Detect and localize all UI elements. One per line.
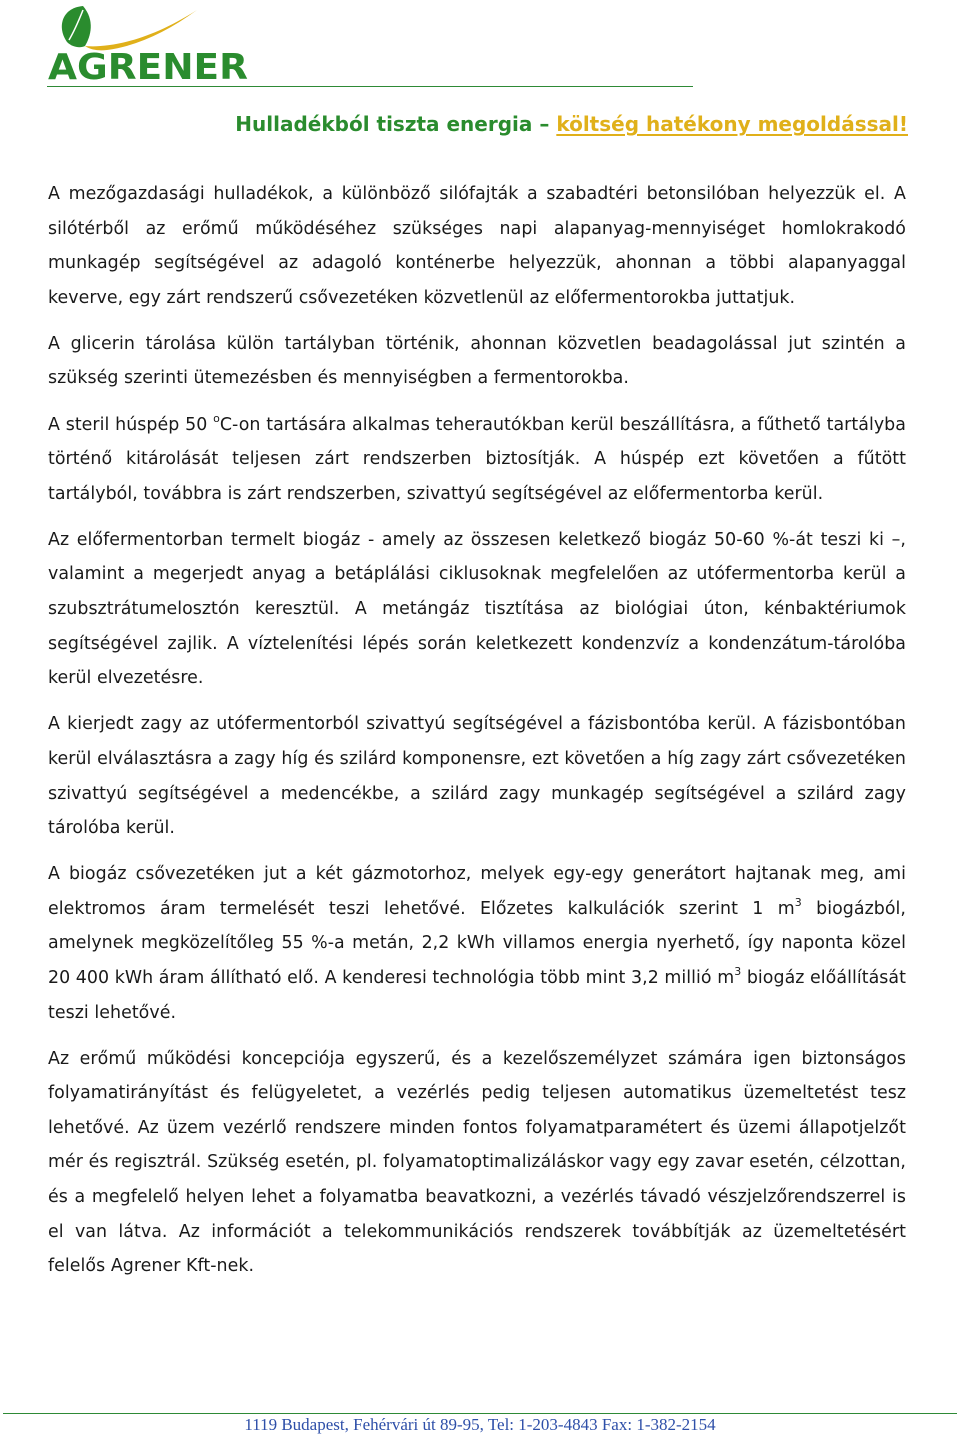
paragraph-7: Az erőmű működési koncepciója egyszerű, és a kezelőszemélyzet számára igen biztonságos folyamatirányítást és felügyeletet, a vezérlés pedig teljesen automatikus üzemeltetést tesz lehetővé. Az üzem vezérlő rendszere minden fontos folyamatparamétert és üzemi állapotjelzőt mér és regisztrál. Szükség esetén, pl. folyamatoptimalizáláskor vagy egy zavar esetén, célzottan, és a megfelelő helyen lehet a folyamatba beavatkozni, a vezérlés távadó vészjelzőrendszerrel is el van látva. Az információt a telekommunikációs rendszerek továbbítják az üzemeltetésért felelős Agrener Kft-nek. — [48, 1048, 906, 1277]
logo-graphic — [47, 2, 257, 84]
paragraph-6-text-c: biogáz előállítását teszi lehetővé. — [48, 967, 906, 1023]
tagline — [0, 111, 908, 137]
paragraph-6 — [48, 857, 906, 1030]
paragraph-1: A mezőgazdasági hulladékok, a különböző silófajták a szabadtéri betonsilóban helyezzük el. A silótérből az erőmű működéséhez szükséges napi alapanyag-mennyiséget homlokrakodó munkagép segítségével az adagoló konténerbe helyezzük, ahonnan a többi alapanyaggal keverve, egy zárt rendszerű csővezetéken közvetlenül az előfermentorokba juttatjuk. — [48, 184, 906, 308]
paragraph-5: A kierjedt zagy az utófermentorból szivattyú segítségével a fázisbontóba kerül. A fázisbontóban kerül elválasztásra a zagy híg és szilárd komponensre, ezt követően a híg zagy zárt csővezetéken szivattyú segítségével a medencékbe, a szilárd zagy munkagép segítségével a szilárd zagy tárolóba kerül. — [48, 714, 906, 839]
paragraph-3-text-a: A steril húspép 50 — [48, 414, 214, 435]
agrener-logo — [47, 2, 257, 84]
paragraph-6-text-a: A biogáz csővezetéken jut a két gázmotorhoz, melyek egy-egy generátort hajtanak meg, ami elektromos áram termelését teszi lehetővé. Előzetes kalkulációk szerint 1 m — [48, 864, 906, 919]
paragraph-3-text-b: C-on tartására alkalmas teherautókban kerül beszállításra, a fűthető tartályba történő kitárolását teljesen zárt rendszerben biztosítják. A húspép ezt követően a fűtött tartályból, továbbra is zárt rendszerben, szivattyú segítségével az előfermentorba kerül. — [48, 414, 906, 504]
tagline-part-2: költség hatékony megoldással! — [556, 112, 908, 136]
paragraph-3 — [48, 408, 906, 512]
cubic-superscript-2: 3 — [734, 964, 742, 978]
header-divider — [47, 86, 693, 87]
paragraph-2: A glicerin tárolása külön tartályban történik, ahonnan közvetlen beadagolással jut szintén a szükség szerinti ütemezésben és mennyiségben a fermentorokba. — [48, 333, 906, 389]
tagline-part-1: Hulladékból tiszta energia – — [235, 112, 557, 136]
logo-wordmark: AGRENER — [48, 47, 248, 84]
paragraph-4: Az előfermentorban termelt biogáz - amely az összesen keletkező biogáz 50-60 %-át teszi ki –, valamint a megerjedt anyag a betáplálási ciklusoknak megfelelően az utófermentorba kerül a szubsztrátumelosztón keresztül. A metángáz tisztítása az biológiai úton, kénbaktériumok segítségével zajlik. A víztelenítési lépés során keletkezett kondenzvíz a kondenzátum-tárolóba kerül elvezetésre. — [48, 529, 906, 689]
footer-address: 1119 Budapest, Fehérvári út 89-95, Tel: 1-203-4843 Fax: 1-382-2154 — [244, 1415, 716, 1434]
logo-swoosh-icon — [85, 10, 197, 50]
degree-superscript: o — [213, 411, 220, 425]
document-body — [48, 177, 906, 1295]
paragraph-6-text-b: biogázból, amelynek megközelítőleg 55 %-a metán, 2,2 kWh villamos energia nyerhető, így naponta közel 20 400 kWh áram állítható elő. A kenderesi technológia több mint 3,2 millió m — [48, 898, 906, 988]
cubic-superscript-1: 3 — [794, 895, 802, 909]
